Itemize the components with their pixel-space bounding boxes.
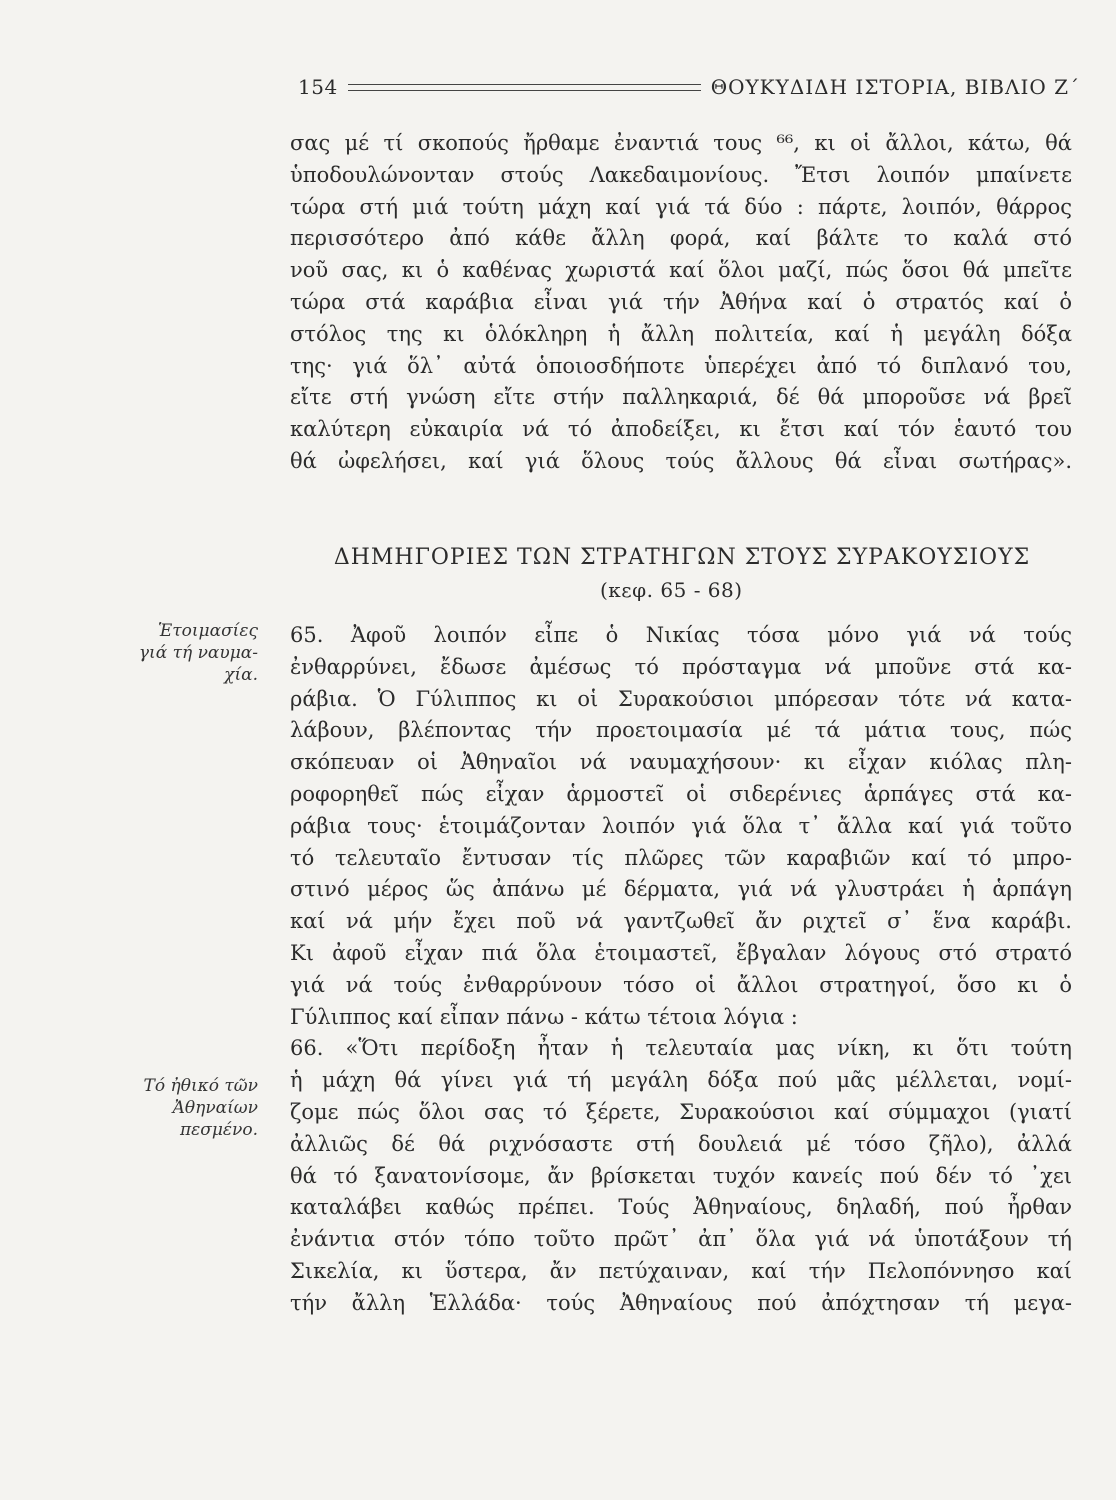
header-rule <box>348 84 701 91</box>
text-line: ἡ μάχη θά γίνει γιά τή μεγάλη δόξα πού μᾶς μέλλεται, νομί- <box>290 1068 1072 1093</box>
text-line: τό τελευταῖο ἔντυσαν τίς πλῶρες τῶν καραβιῶν καί τό μπρο- <box>290 845 1072 870</box>
text-line: ἐνάντια στόν τόπο τοῦτο πρῶτ᾽ ἀπ᾽ ὅλα γιά νά ὑποτάξουν τή <box>290 1227 1072 1252</box>
text-line: Γύλιππος καί εἶπαν πάνω - κάτω τέτοια λόγια : <box>290 1004 798 1029</box>
text-line: καλύτερη εὐκαιρία νά τό ἀποδείξει, κι ἔτσι καί τόν ἑαυτό του <box>290 417 1072 442</box>
chapter-reference: (κεφ. 65 - 68) <box>600 578 743 602</box>
text-line: λάβουν, βλέποντας τήν προετοιμασία μέ τά μάτια τους, πώς <box>290 718 1072 743</box>
text-line: ράβια. Ὁ Γύλιππος κι οἱ Συρακούσιοι μπόρεσαν τότε νά κατα- <box>290 686 1072 711</box>
text-line: καταλάβει καθώς πρέπει. Τούς Ἀθηναίους, δηλαδή, πού ἦρθαν <box>290 1195 1072 1220</box>
text-line: ράβια τους· ἑτοιμάζονταν λοιπόν γιά ὅλα τ᾽ ἄλλα καί γιά τοῦτο <box>290 813 1072 838</box>
margin-note-morale <box>144 1075 258 1141</box>
text-line: στινό μέρος ὥς ἀπάνω μέ δέρματα, γιά νά γλυστράει ἡ ἁρπάγη <box>290 877 1072 902</box>
text-line: Κι ἀφοῦ εἶχαν πιά ὅλα ἑτοιμαστεῖ, ἔβγαλαν λόγους στό στρατό <box>290 940 1072 965</box>
section-heading: ΔΗΜΗΓΟΡΙΕΣ ΤΩΝ ΣΤΡΑΤΗΓΩΝ ΣΤΟΥΣ ΣΥΡΑΚΟΥΣΙΟΥΣ <box>333 545 1031 570</box>
text-line: τώρα στή μιά τούτη μάχη καί γιά τά δύο : πάρτε, λοιπόν, θάρρος <box>290 194 1072 219</box>
margin-note-line: Τό ἠθικό τῶν <box>143 1076 258 1096</box>
text-line: ἐνθαρρύνει, ἔδωσε ἀμέσως τό πρόσταγμα νά μποῦνε στά κα- <box>290 654 1072 679</box>
text-line: τώρα στά καράβια εἶναι γιά τήν Ἀθήνα καί ὁ στρατός καί ὁ <box>290 289 1072 314</box>
text-line: γιά νά τούς ἐνθαρρύνουν τόσο οἱ ἄλλοι στρατηγοί, ὅσο κι ὁ <box>290 972 1072 997</box>
text-line: καί νά μήν ἔχει ποῦ νά γαντζωθεῖ ἄν ριχτεῖ σ᾽ ἕνα καράβι. <box>290 909 1072 934</box>
text-line: Σικελία, κι ὕστερα, ἄν πετύχαιναν, καί τήν Πελοπόννησο καί <box>290 1258 1072 1283</box>
text-line: ροφορηθεῖ πώς εἶχαν ἁρμοστεῖ οἱ σιδερένιες ἁρπάγες στά κα- <box>290 781 1072 806</box>
margin-note-line: Ἑτοιμασίες <box>157 621 258 641</box>
text-line: 66. «Ὅτι περίδοξη ἦταν ἡ τελευταία μας νίκη, κι ὅτι τούτη <box>290 1036 1072 1061</box>
text-line: θά ὠφελήσει, καί γιά ὅλους τούς ἄλλους θά εἶναι σωτήρας». <box>290 448 1072 473</box>
text-line: 65. Ἀφοῦ λοιπόν εἶπε ὁ Νικίας τόσα μόνο γιά νά τούς <box>290 623 1072 647</box>
text-line: περισσότερο ἀπό κάθε ἄλλη φορά, καί βάλτε το καλά στό <box>290 226 1072 251</box>
margin-note-preparations <box>139 620 258 686</box>
text-line: σκόπευαν οἱ Ἀθηναῖοι νά ναυμαχήσουν· κι εἶχαν κιόλας πλη- <box>290 750 1072 775</box>
text-line: στόλος της κι ὁλόκληρη ἡ ἄλλη πολιτεία, καί ἡ μεγάλη δόξα <box>290 321 1072 346</box>
text-line: ζομε πώς ὅλοι σας τό ξέρετε, Συρακούσιοι καί σύμμαχοι (γιατί <box>290 1099 1072 1124</box>
text-line: σας μέ τί σκοπούς ἤρθαμε ἐναντιά τους ⁶⁶, κι οἱ ἄλλοι, κάτω, θά <box>290 131 1072 155</box>
paragraph-block-2 <box>290 620 1072 1320</box>
running-header <box>298 70 1080 104</box>
margin-note-line: χία. <box>224 665 258 685</box>
text-line: τήν ἄλλη Ἑλλάδα· τούς Ἀθηναίους πού ἀπόχτησαν τή μεγα- <box>290 1290 1072 1315</box>
margin-note-line: γιά τή ναυμα- <box>138 643 258 663</box>
text-line: εἴτε στή γνώση εἴτε στήν παλληκαριά, δέ θά μποροῦσε νά βρεῖ <box>290 385 1072 410</box>
running-title: ΘΟΥΚΥΔΙΔΗ ΙΣΤΟΡΙΑ, ΒΙΒΛΙΟ Ζ΄ <box>710 75 1080 99</box>
margin-note-line: πεσμένο. <box>179 1120 258 1140</box>
paragraph-block-1 <box>290 128 1072 478</box>
text-line: ἀλλιῶς δέ θά ριχνόσαστε στή δουλειά μέ τόσο ζῆλο), ἀλλά <box>290 1131 1072 1156</box>
text-line: ὑποδουλώνονταν στούς Λακεδαιμονίους. Ἔτσι λοιπόν μπαίνετε <box>290 162 1072 187</box>
page-number: 154 <box>298 75 338 99</box>
text-line: της· γιά ὅλ᾽ αὐτά ὁποιοσδήποτε ὑπερέχει ἀπό τό διπλανό του, <box>290 353 1072 378</box>
text-line: θά τό ξανατονίσομε, ἄν βρίσκεται τυχόν κανείς πού δέν τό ᾽χει <box>290 1163 1072 1188</box>
text-line: νοῦ σας, κι ὁ καθένας χωριστά καί ὅλοι μαζί, πώς ὅσοι θά μπεῖτε <box>290 258 1072 283</box>
margin-note-line: Ἀθηναίων <box>172 1098 258 1118</box>
